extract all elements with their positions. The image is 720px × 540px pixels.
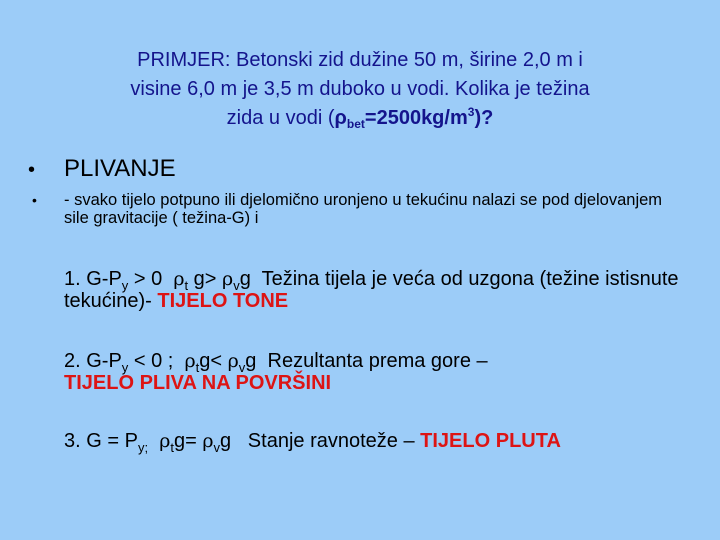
slide-title: [40, 46, 680, 133]
bullet-dot: •: [28, 159, 36, 181]
title-line-1: PRIMJER: Betonski zid dužine 50 m, širine 2,0 m i: [137, 49, 583, 71]
rho-v-sub: v: [233, 278, 240, 293]
item-prefix-sub: y: [121, 360, 129, 375]
list-item-2: [64, 350, 684, 394]
list-item-1: [64, 268, 684, 312]
main-bullet: [28, 154, 176, 185]
item-prefix: 1. G-P: [64, 268, 122, 290]
item-result: TIJELO PLUTA: [420, 430, 561, 452]
item-relation: [148, 430, 159, 452]
sub-bullet: [32, 191, 672, 227]
rho-t-symbol: ρ: [184, 350, 196, 372]
rho-v-symbol: ρ: [202, 430, 214, 452]
title-line-3: [40, 104, 680, 133]
item-mid: g>: [188, 268, 223, 290]
title-line-3-pre: zida u vodi (: [226, 107, 335, 129]
rho-v-sub: v: [238, 360, 246, 375]
rho-t-symbol: ρ: [173, 268, 185, 290]
item-prefix: 3. G = P: [64, 430, 138, 452]
item-prefix-sub: y: [121, 278, 129, 293]
item-description: g Težina tijela je veća od uzgona (težine istisnute tekućine)-: [64, 268, 685, 312]
item-description: g Rezultanta prema gore –: [245, 350, 494, 372]
title-line-2: visine 6,0 m je 3,5 m duboko u vodi. Kolika je težina: [130, 78, 590, 100]
item-mid: g<: [199, 350, 228, 372]
rho-subscript: bet: [346, 117, 365, 131]
sub-bullet-text: - svako tijelo potpuno ili djelomično uronjeno u tekućinu nalazi se pod djelovanjem sile gravitacije ( težina-G) i: [64, 191, 663, 227]
rho-v-symbol: ρ: [222, 268, 234, 290]
unit-exponent: 3: [467, 105, 475, 119]
item-relation: > 0: [128, 268, 174, 290]
rho-v-sub: v: [213, 440, 221, 455]
rho-symbol: ρ: [334, 107, 347, 129]
rho-v-symbol: ρ: [227, 350, 239, 372]
rho-t-symbol: ρ: [159, 430, 171, 452]
item-result: TIJELO TONE: [157, 290, 289, 312]
rho-t-sub: t: [184, 278, 189, 293]
item-prefix-sub: y;: [137, 440, 149, 455]
item-prefix: 2. G-P: [64, 350, 122, 372]
item-result: TIJELO PLIVA NA POVRŠINI: [64, 372, 332, 394]
main-bullet-label: PLIVANJE: [64, 155, 176, 182]
item-mid: g=: [173, 430, 203, 452]
item-relation: < 0 ;: [128, 350, 185, 372]
rho-t-sub: t: [170, 440, 174, 455]
title-line-3-post: )?: [474, 107, 494, 129]
item-description: g Stanje ravnoteže –: [220, 430, 421, 452]
bullet-dot: •: [32, 192, 37, 208]
density-value: =2500kg/m: [364, 107, 468, 129]
rho-t-sub: t: [195, 360, 200, 375]
list-item-3: [64, 430, 684, 455]
